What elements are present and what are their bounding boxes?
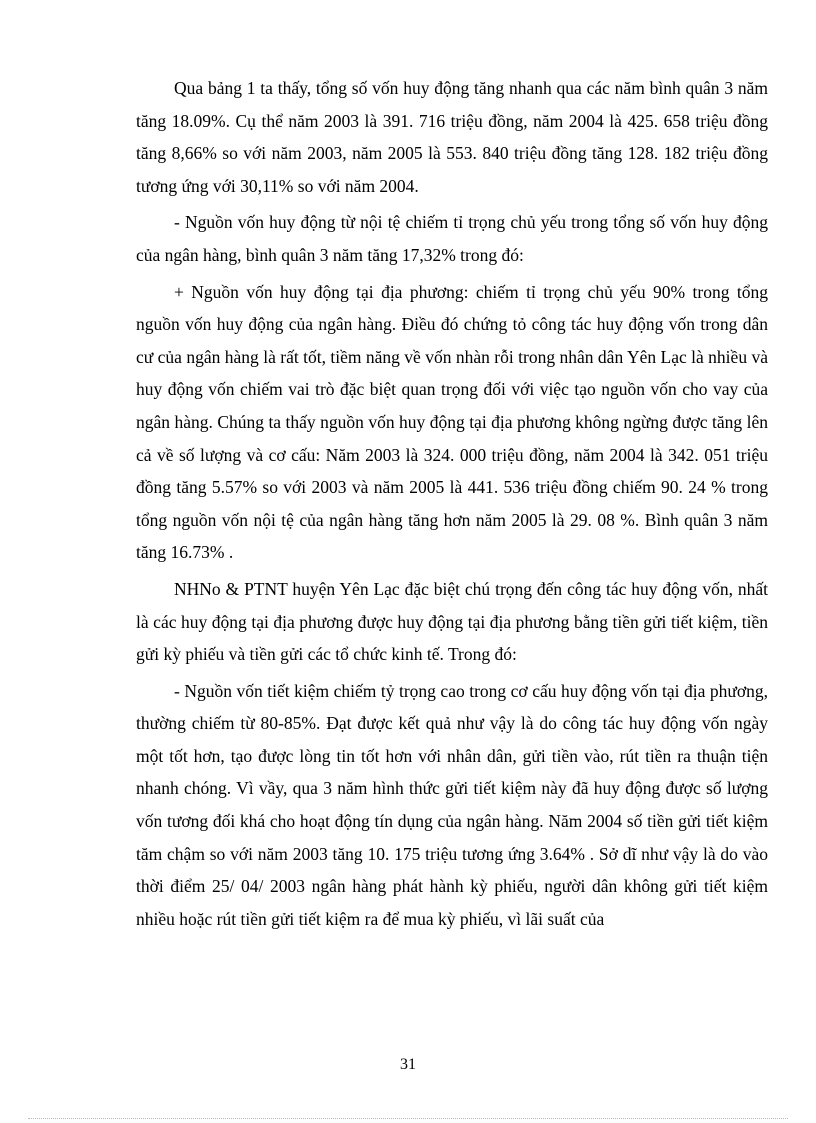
paragraph-1: Qua bảng 1 ta thấy, tổng số vốn huy động tăng nhanh qua các năm bình quân 3 năm tăng 18.09%. Cụ thể năm 2003 là 391. 716 triệu đồng, năm 2004 là 425. 658 triệu đồng tăng 8,66% so với năm 2003, năm 2005 là 553. 840 triệu đồng tăng 128. 182 triệu đồng tương ứng với 30,11% so với năm 2004.: [136, 78, 768, 196]
page-number: 31: [400, 1056, 416, 1073]
paragraph-3: + Nguồn vốn huy động tại địa phương: chiếm tỉ trọng chủ yếu 90% trong tổng nguồn vốn huy động của ngân hàng. Điều đó chứng tỏ công tác huy động vốn trong dân cư của ngân hàng là rất tốt, tiềm năng về vốn nhàn rỗi trong nhân dân Yên Lạc là nhiều và huy động vốn chiếm vai trò đặc biệt quan trọng đối với việc tạo nguồn vốn cho vay của ngân hàng. Chúng ta thấy nguồn vốn huy động tại địa phương không ngừng được tăng lên cả về số lượng và cơ cấu: Năm 2003 là 324. 000 triệu đồng, năm 2004 là 342. 051 triệu đồng tăng 5.57% so với 2003 và năm 2005 là 441. 536 triệu đồng chiếm 90. 24 % trong tổng nguồn vốn nội tệ của ngân hàng tăng hơn năm 2005 là 29. 08 %. Bình quân 3 năm tăng 16.73% .: [136, 281, 768, 563]
paragraph-4: NHNo & PTNT huyện Yên Lạc đặc biệt chú trọng đến công tác huy động vốn, nhất là các huy động tại địa phương được huy động tại địa phương bằng tiền gửi tiết kiệm, tiền gửi kỳ phiếu và tiền gửi các tổ chức kinh tế. Trong đó:: [136, 578, 768, 665]
page-bottom-divider: [28, 1118, 788, 1119]
paragraph-2: - Nguồn vốn huy động từ nội tệ chiếm tỉ trọng chủ yếu trong tổng số vốn huy động của ngân hàng, bình quân 3 năm tăng 17,32% trong đó:: [136, 212, 768, 265]
document-body: [136, 72, 768, 939]
paragraph-5: - Nguồn vốn tiết kiệm chiếm tỷ trọng cao trong cơ cấu huy động vốn tại địa phương, thường chiếm từ 80-85%. Đạt được kết quả như vậy là do công tác huy động vốn ngày một tốt hơn, tạo được lòng tin tốt hơn với nhân dân, gửi tiền vào, rút tiền ra thuận tiện nhanh chóng. Vì vầy, qua 3 năm hình thức gửi tiết kiệm này đã huy động được số lượng vốn tương đối khá cho hoạt động tín dụng của ngân hàng. Năm 2004 số tiền gửi tiết kiệm tăm chậm so với năm 2003 tăng 10. 175 triệu tương ứng 3.64% . Sở dĩ như vậy là do vào thời điểm 25/ 04/ 2003 ngân hàng phát hành kỳ phiếu, người dân không gửi tiết kiệm nhiều hoặc rút tiền gửi tiết kiệm ra để mua kỳ phiếu, vì lãi suất của: [136, 680, 768, 929]
